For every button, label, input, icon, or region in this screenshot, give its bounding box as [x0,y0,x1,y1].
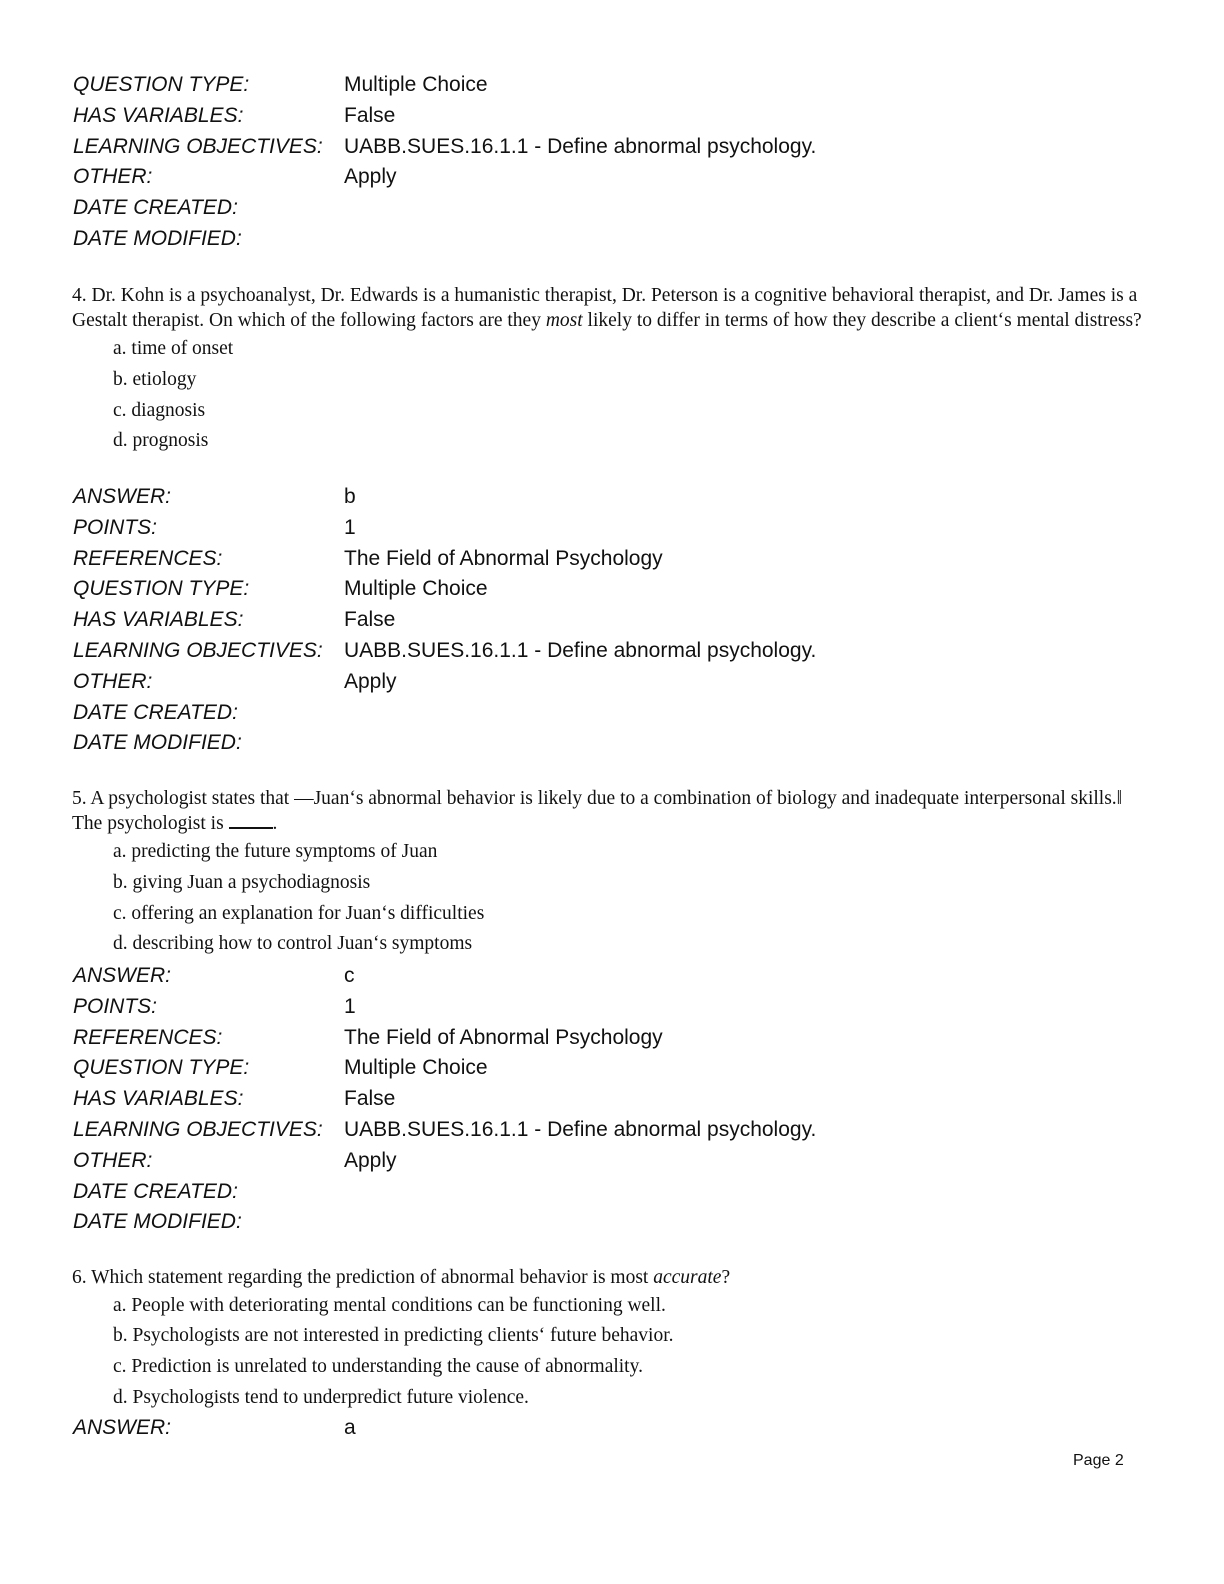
choice-c: c. diagnosis [113,399,206,421]
meta-label: LEARNING OBJECTIVES: [73,134,323,158]
choice-c: c. offering an explanation for Juan‘s difficulties [113,902,485,924]
meta-label: OTHER: [73,1148,153,1172]
meta-value: Apply [344,1148,397,1172]
choice-d: d. describing how to control Juan‘s symptoms [113,933,473,955]
meta-label: DATE CREATED: [73,700,238,724]
meta-value: Apply [344,669,397,693]
choice-b: b. etiology [113,368,197,390]
meta-value: The Field of Abnormal Psychology [344,546,663,570]
stem-text: 6. Which statement regarding the prediction of abnormal behavior is most [72,1267,654,1288]
meta-label: ANSWER: [73,1416,172,1439]
answer-blank [229,813,273,829]
meta-label: POINTS: [73,994,158,1018]
meta-label: QUESTION TYPE: [73,73,250,96]
choice-list [72,334,1152,457]
stem-text: ? [721,1267,731,1288]
choice-list [72,1291,1152,1414]
meta-label: DATE MODIFIED: [73,1210,242,1234]
choice-b: b. giving Juan a psychodiagnosis [113,871,371,893]
meta-value: The Field of Abnormal Psychology [344,1025,663,1049]
meta-label: REFERENCES: [73,1025,223,1049]
meta-label: LEARNING OBJECTIVES: [73,638,323,662]
meta-value: Multiple Choice [344,73,488,96]
meta-label: DATE MODIFIED: [73,731,242,755]
question-stem [72,787,1152,836]
meta-label: POINTS: [73,515,158,539]
choice-d: d. Psychologists tend to underpredict future violence. [113,1386,529,1408]
stem-text: 4. Dr. Kohn is a psychoanalyst, Dr. Edwards is a humanistic therapist, Dr. Peterson is a cognitive behavioral therapist, and Dr. James is a Gestalt therapist. On which of the following factors are they [72,285,1138,331]
meta-label: DATE CREATED: [73,1179,238,1203]
meta-value: a [344,1416,356,1439]
meta-value: False [344,103,396,127]
meta-label: LEARNING OBJECTIVES: [73,1117,323,1141]
meta-value: False [344,1087,396,1111]
meta-value: c [344,964,355,987]
meta-label: OTHER: [73,165,153,189]
question-6 [72,1266,1152,1414]
meta-label: QUESTION TYPE: [73,1056,250,1080]
question-stem [72,284,1152,333]
question-4 [72,284,1152,457]
stem-emphasis: accurate [653,1267,722,1288]
stem-text: . [272,812,278,834]
choice-c: c. Prediction is unrelated to understanding the cause of abnormality. [113,1356,643,1378]
meta-label: DATE CREATED: [73,196,238,220]
meta-value: UABB.SUES.16.1.1 - Define abnormal psychology. [344,134,817,158]
meta-value: 1 [344,515,356,539]
meta-label: QUESTION TYPE: [73,577,250,601]
meta-label: DATE MODIFIED: [73,226,242,250]
meta-value: False [344,608,396,632]
question-5 [72,787,1152,960]
choice-d: d. prognosis [113,430,209,452]
meta-value: UABB.SUES.16.1.1 - Define abnormal psychology. [344,638,817,662]
choice-a: a. predicting the future symptoms of Juan [113,841,438,862]
choice-b: b. Psychologists are not interested in predicting clients‘ future behavior. [113,1325,674,1347]
meta-value: b [344,485,356,508]
meta-label: HAS VARIABLES: [73,103,244,127]
stem-emphasis: most [545,309,583,331]
meta-label: OTHER: [73,669,153,693]
meta-label: REFERENCES: [73,546,223,570]
stem-text: 5. A psychologist states that ―Juan‘s abnormal behavior is likely due to a combination of biology and inadequate interpersonal skills.‖ The psychologist is [72,788,1123,834]
page-number: Page 2 [1073,1452,1124,1469]
meta-label: HAS VARIABLES: [73,1087,244,1111]
meta-value: Multiple Choice [344,577,488,601]
choice-list [72,837,1152,960]
meta-label: ANSWER: [73,485,172,508]
meta-value: Apply [344,165,397,189]
question-stem [72,1266,1152,1291]
meta-value: 1 [344,994,356,1018]
choice-a: a. time of onset [113,338,234,359]
meta-value: Multiple Choice [344,1056,488,1080]
choice-a: a. People with deteriorating mental conditions can be functioning well. [113,1294,666,1316]
stem-text: likely to differ in terms of how they describe a client‘s mental distress? [582,309,1142,331]
meta-value: UABB.SUES.16.1.1 - Define abnormal psychology. [344,1117,817,1141]
meta-label: HAS VARIABLES: [73,608,244,632]
meta-label: ANSWER: [73,964,172,987]
